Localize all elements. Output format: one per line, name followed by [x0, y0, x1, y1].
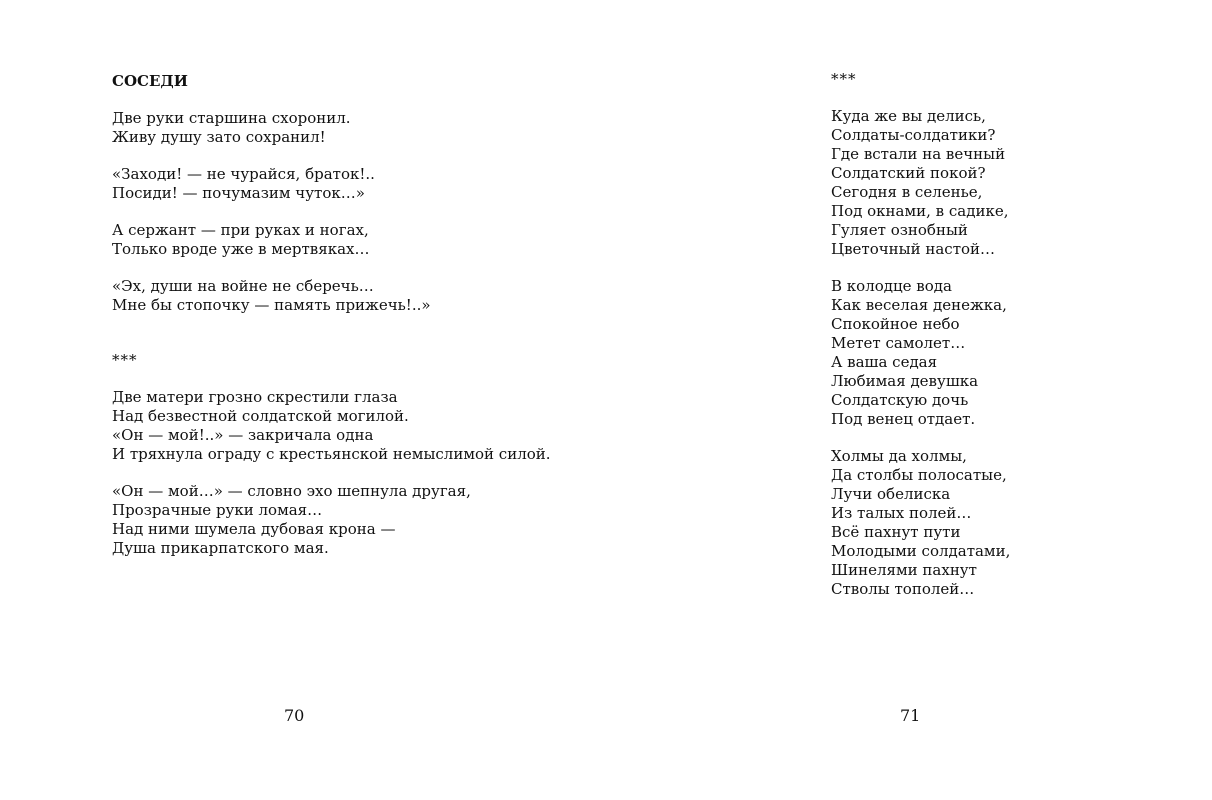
poem-line: В колодце вода: [831, 277, 952, 295]
poem-line: И тряхнула ограду с крестьянской немыслимой силой.: [112, 445, 551, 463]
poem-line: Мне бы стопочку — память прижечь!..»: [112, 296, 431, 314]
poem-line: Куда же вы делись,: [831, 107, 986, 125]
poem-line: Холмы да холмы,: [831, 447, 967, 465]
poem-line: Шинелями пахнут: [831, 561, 977, 579]
poem-line: Живу душу зато сохранил!: [112, 128, 326, 146]
poem-line: Под венец отдает.: [831, 410, 976, 428]
poem-line: Стволы тополей…: [831, 580, 975, 598]
poem-line: А сержант — при руках и ногах,: [112, 221, 369, 239]
poem-line: Спокойное небо: [831, 315, 960, 333]
poem-line: Под окнами, в садике,: [831, 202, 1009, 220]
poem-line: Солдатский покой?: [831, 164, 986, 182]
poem-line: Прозрачные руки ломая…: [112, 501, 323, 519]
poem-line: Любимая девушка: [831, 372, 979, 390]
left-page-text: [112, 70, 551, 558]
poem-line: Всё пахнут пути: [831, 523, 961, 541]
poem-line: А ваша седая: [831, 353, 938, 371]
poem-line: Посиди! — почумазим чуток…»: [112, 184, 365, 202]
poem-line: Где встали на вечный: [831, 145, 1006, 163]
poem-separator: ***: [112, 351, 138, 369]
poem-line: Гуляет ознобный: [831, 221, 968, 239]
poem-line: Только вроде уже в мертвяках…: [112, 240, 370, 258]
poem-line: Молодыми солдатами,: [831, 542, 1011, 560]
page-number: 70: [284, 706, 305, 725]
poem-line: Солдатскую дочь: [831, 391, 969, 409]
right-page: [606, 0, 1212, 800]
poem-line: Две руки старшина схоронил.: [112, 109, 351, 127]
poem-line: «Эх, души на войне не сберечь…: [112, 277, 374, 295]
poem-line: Душа прикарпатского мая.: [112, 539, 329, 557]
right-page-text: [831, 70, 1010, 599]
page-number: 71: [900, 706, 921, 725]
poem-line: Над ними шумела дубовая крона —: [112, 520, 396, 538]
poem-line: Над безвестной солдатской могилой.: [112, 407, 409, 425]
poem-title: СОСЕДИ: [112, 72, 188, 90]
poem-line: Лучи обелиска: [831, 485, 951, 503]
poem-line: Сегодня в селенье,: [831, 183, 983, 201]
poem-line: Да столбы полосатые,: [831, 466, 1007, 484]
poem-line: Метет самолет…: [831, 334, 966, 352]
poem-line: «Он — мой!..» — закричала одна: [112, 426, 374, 444]
poem-separator: ***: [831, 70, 857, 88]
poem-line: Две матери грозно скрестили глаза: [112, 388, 398, 406]
poem-line: «Он — мой…» — словно эхо шепнула другая,: [112, 482, 471, 500]
poem-line: «Заходи! — не чурайся, браток!..: [112, 165, 375, 183]
poem-line: Как веселая денежка,: [831, 296, 1007, 314]
poem-line: Цветочный настой…: [831, 240, 996, 258]
poem-line: Солдаты-солдатики?: [831, 126, 996, 144]
poem-line: Из талых полей…: [831, 504, 972, 522]
